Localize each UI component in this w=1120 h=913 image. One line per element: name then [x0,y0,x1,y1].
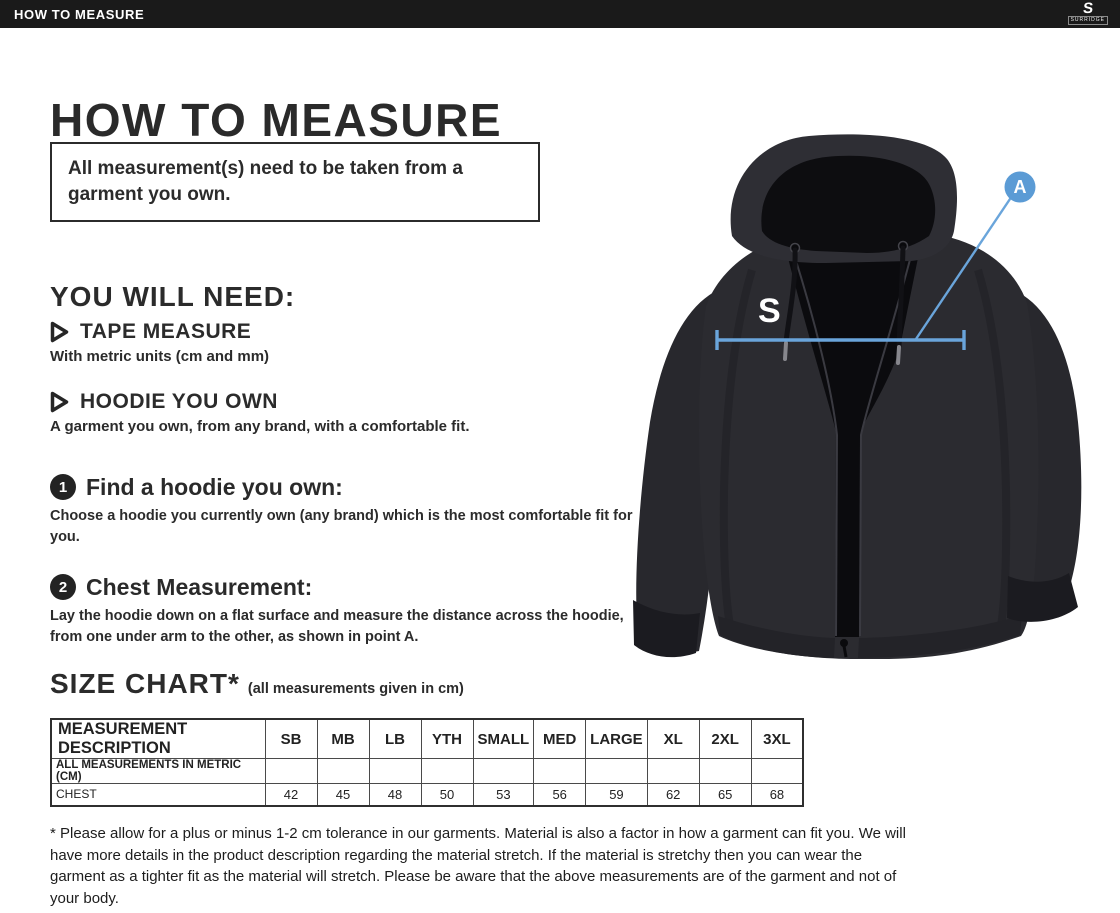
triangle-bullet-icon [50,391,69,413]
table-cell: 65 [699,784,751,806]
column-header: YTH [421,719,473,759]
need-item-description: A garment you own, from any brand, with a comfortable fit. [50,418,470,435]
column-header: 3XL [751,719,803,759]
column-header: MED [534,719,586,759]
size-chart-heading [50,668,464,700]
table-cell: 68 [751,784,803,806]
tolerance-footnote: * Please allow for a plus or minus 1-2 cm tolerance in our garments. Material is also a factor in how a garment can fit you. We will have more details in the product description regarding the material stretch. If the material is stretchy then you can wear the garment as a tighter fit as the material will stretch. Please be aware that the above measurements are of the garment and not of your body. [50,825,906,907]
step-description: Lay the hoodie down on a flat surface and measure the distance across the hoodie, from one under arm to the other, as shown in point A. [50,608,624,645]
table-header-row [51,719,803,759]
column-header: XL [647,719,699,759]
zipper-pull [840,639,848,647]
column-header: MEASUREMENT DESCRIPTION [51,719,265,759]
column-header: SB [265,719,317,759]
table-cell: 59 [586,784,648,806]
need-item-tape-measure [50,320,269,365]
notice-text: All measurement(s) need to be taken from a garment you own. [68,158,463,205]
column-header: SMALL [473,719,534,759]
column-header: MB [317,719,369,759]
table-cell [586,759,648,784]
row-label: CHEST [51,784,265,806]
surridge-logo [1068,0,1108,26]
page-title: HOW TO MEASURE [50,93,503,146]
table-cell [699,759,751,784]
point-a-label: A [1013,177,1027,197]
need-item-title: HOODIE YOU OWN [80,390,278,413]
table-cell [751,759,803,784]
drawstring-tip [898,347,899,363]
topbar [0,0,1120,28]
table-cell: 50 [421,784,473,806]
table-cell: 53 [473,784,534,806]
size-chart-subtitle: (all measurements given in cm) [247,681,464,697]
table-cell: 62 [647,784,699,806]
triangle-bullet-icon [50,321,69,343]
table-cell: 56 [534,784,586,806]
column-header: LARGE [586,719,648,759]
table-cell [473,759,534,784]
table-cell: 42 [265,784,317,806]
column-header: LB [369,719,421,759]
table-row-metric-note [51,759,803,784]
surridge-wordmark: SURRIDGE [1068,16,1108,25]
need-item-description: With metric units (cm and mm) [50,348,270,365]
size-chart-title: SIZE CHART* [50,668,240,699]
hood-interior [761,156,935,253]
table-cell: 45 [317,784,369,806]
need-item-hoodie [50,390,469,435]
step-number-badge: 2 [50,574,76,600]
step-title: Chest Measurement: [86,573,313,600]
step-number-badge: 1 [50,474,76,500]
step-title: Find a hoodie you own: [86,473,343,500]
table-cell [647,759,699,784]
step-2 [50,574,650,648]
row-label: ALL MEASUREMENTS IN METRIC (CM) [51,759,265,784]
table-cell [369,759,421,784]
table-cell [421,759,473,784]
table-cell [317,759,369,784]
table-cell: 48 [369,784,421,806]
notice-box [50,142,540,222]
zipper-pull [844,646,846,657]
hoodie-illustration [610,130,1120,678]
table-cell [265,759,317,784]
size-chart-table [50,718,804,807]
hoodie-image [610,130,1120,678]
drawstring-tip [785,343,786,359]
table-cell [534,759,586,784]
column-header: 2XL [699,719,751,759]
topbar-title: HOW TO MEASURE [14,6,145,22]
need-item-title: TAPE MEASURE [80,320,252,343]
step-description: Choose a hoodie you currently own (any brand) which is the most comfortable fit for you. [50,508,633,545]
garment-logo-s: S [758,292,781,330]
step-1 [50,474,650,548]
surridge-s-icon: S [1081,0,1094,17]
point-a-marker [1005,172,1036,203]
you-will-need-heading: YOU WILL NEED: [50,281,296,313]
table-row-chest [51,784,803,806]
